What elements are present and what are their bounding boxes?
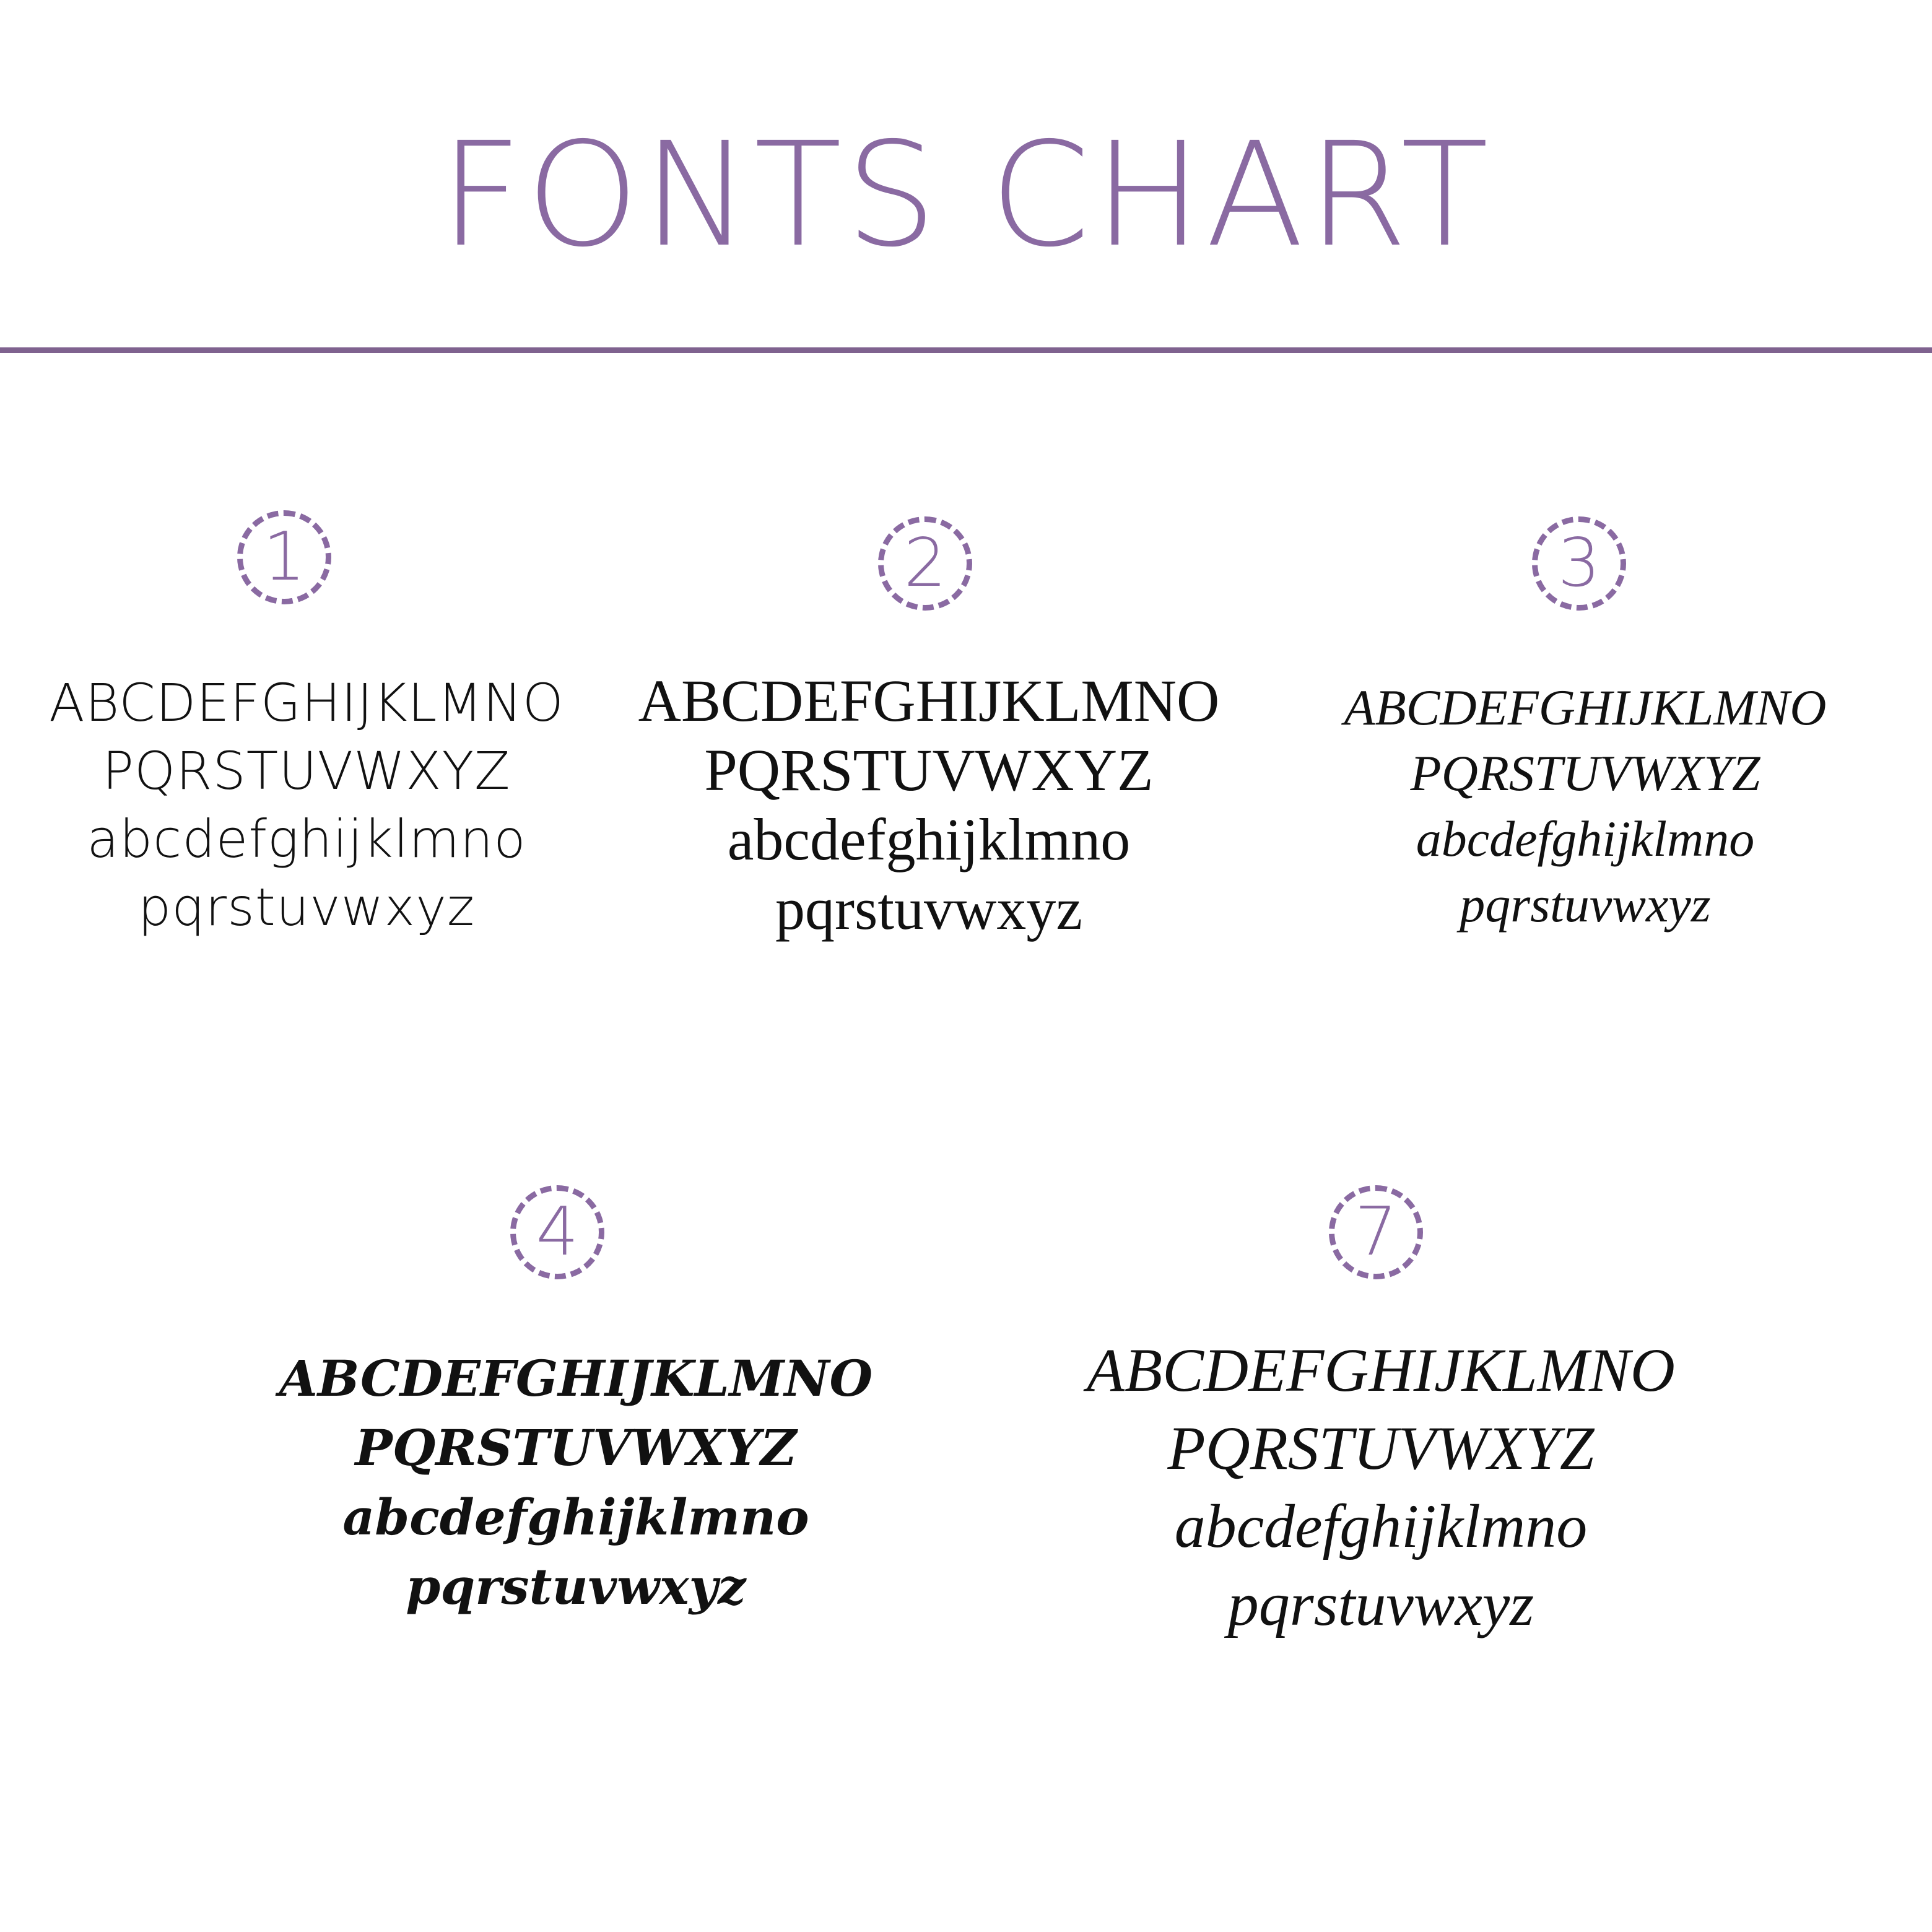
uppercase-line-1: ABCDEFGHIJKLMNO bbox=[279, 1349, 873, 1408]
font-number-badge: 1 bbox=[237, 510, 331, 604]
font-sample-4 bbox=[235, 1344, 916, 1621]
font-number-badge: 3 bbox=[1532, 516, 1626, 611]
lowercase-line-1: abcdefghijklmno bbox=[1416, 811, 1755, 867]
lowercase-line-1: abcdefghijklmno bbox=[1174, 1492, 1588, 1560]
uppercase-line-2: PQRSTUVWXYZ bbox=[355, 1419, 797, 1477]
lowercase-line-2: pqrstuvwxyz bbox=[406, 1557, 746, 1616]
uppercase-line-2: PQRSTUVWXYZ bbox=[1410, 745, 1760, 801]
font-sample-7 bbox=[1040, 1331, 1721, 1643]
lowercase-line-2: pqrstuvwxyz bbox=[775, 876, 1082, 942]
lowercase-line-1: abcdefghijklmno bbox=[342, 1488, 809, 1546]
uppercase-line-1: ABCDEFGHIJKLMNO bbox=[638, 668, 1220, 734]
lowercase-line-1: abcdefghijklmno bbox=[727, 806, 1131, 872]
uppercase-line-1: ABCDEFGHIJKLMNO bbox=[49, 672, 564, 733]
font-number-badge: 4 bbox=[510, 1185, 604, 1279]
lowercase-line-2: pqrstuvwxyz bbox=[1460, 876, 1711, 933]
font-number-badge: 7 bbox=[1329, 1185, 1423, 1279]
page-title: FONTS CHART bbox=[440, 111, 1492, 279]
uppercase-line-1: ABCDEFGHIJKLMNO bbox=[1344, 679, 1827, 736]
uppercase-line-2: PQRSTUVWXYZ bbox=[1167, 1414, 1595, 1482]
lowercase-line-2: pqrstuvwxyz bbox=[1227, 1570, 1534, 1638]
font-number-badge: 2 bbox=[878, 516, 972, 611]
font-sample-2 bbox=[607, 666, 1251, 944]
lowercase-line-1: abcdefghijklmno bbox=[87, 809, 526, 869]
uppercase-line-2: PQRSTUVWXYZ bbox=[704, 737, 1154, 803]
font-sample-3 bbox=[1263, 675, 1907, 938]
uppercase-line-1: ABCDEFGHIJKLMNO bbox=[1087, 1336, 1675, 1404]
font-sample-1 bbox=[19, 669, 594, 941]
divider bbox=[0, 347, 1932, 353]
lowercase-line-2: pqrstuvwxyz bbox=[137, 877, 476, 938]
uppercase-line-2: PQRSTUVWXYZ bbox=[102, 741, 511, 801]
